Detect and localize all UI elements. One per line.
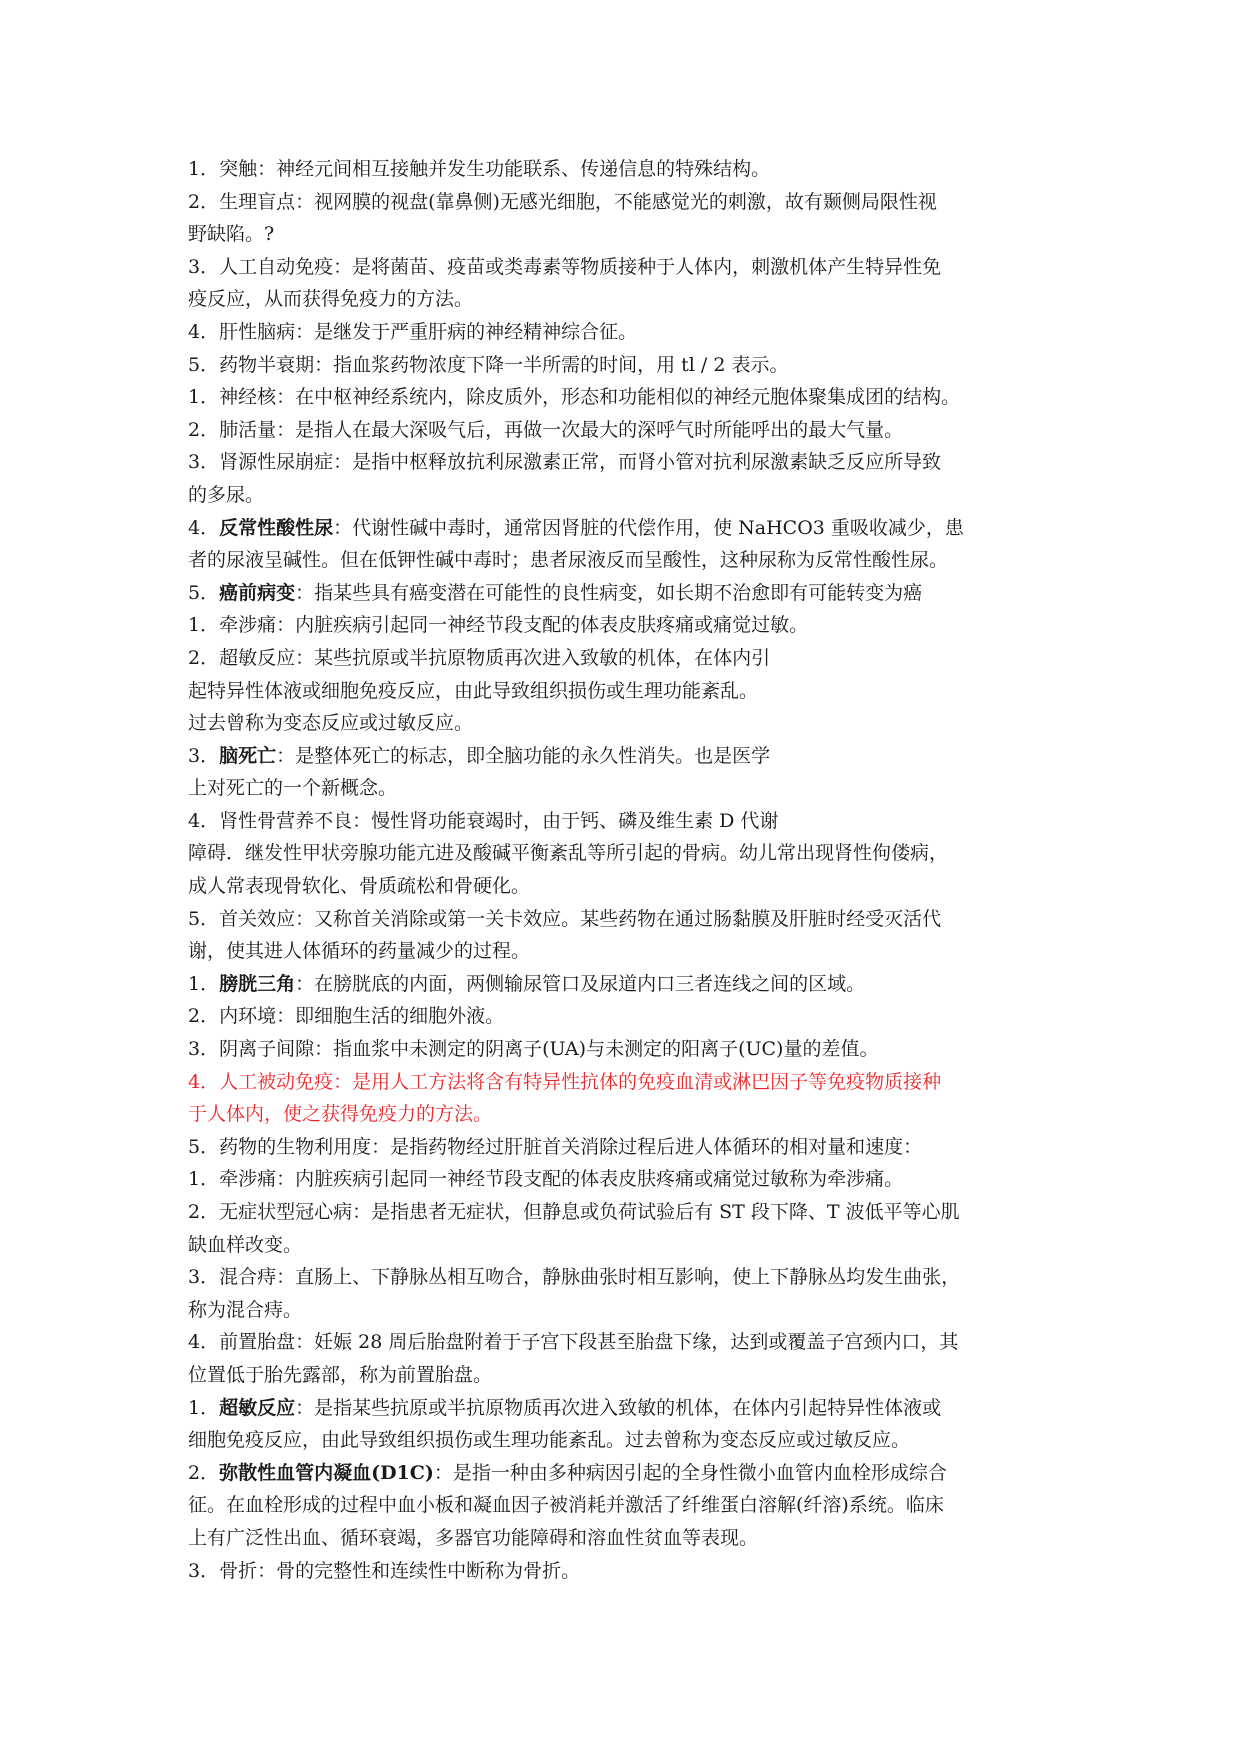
text-line bbox=[188, 381, 1068, 414]
text-line bbox=[188, 1066, 1068, 1099]
text-line bbox=[188, 675, 1068, 708]
text-line bbox=[188, 1522, 1068, 1555]
line-text: 4．前置胎盘：妊娠 28 周后胎盘附着于子宫下段甚至胎盘下缘，达到或覆盖子宫颈内口，其 bbox=[188, 1331, 959, 1354]
text-line bbox=[188, 251, 1068, 284]
line-text: 4．肝性脑病：是继发于严重肝病的神经精神综合征。 bbox=[188, 320, 638, 343]
text-line bbox=[188, 968, 1068, 1001]
line-text: 上对死亡的一个新概念。 bbox=[188, 777, 398, 800]
line-text: 5．药物半衰期：指血浆药物浓度下降一半所需的时间，用 tl / 2 表示。 bbox=[188, 353, 789, 376]
bold-term: 超敏反应 bbox=[219, 1396, 296, 1419]
text-line bbox=[188, 186, 1068, 219]
text-line bbox=[188, 1424, 1068, 1457]
text-line bbox=[188, 512, 1068, 545]
line-text: 2．无症状型冠心病：是指患者无症状，但静息或负荷试验后有 ST 段下降、T 波低平等心肌 bbox=[188, 1201, 960, 1223]
text-line bbox=[188, 414, 1068, 447]
text-line bbox=[188, 805, 1068, 838]
item-number: 3． bbox=[188, 744, 220, 767]
line-text: 3．阴离子间隙：指血浆中未测定的阴离子(UA)与未测定的阳离子(UC)量的差值。 bbox=[188, 1038, 879, 1061]
text-line bbox=[188, 1489, 1068, 1522]
line-text: 细胞免疫反应，由此导致组织损伤或生理功能紊乱。过去曾称为变态反应或过敏反应。 bbox=[188, 1429, 911, 1452]
line-text: 的多尿。 bbox=[188, 483, 265, 506]
line-text: 成人常表现骨软化、骨质疏松和骨硬化。 bbox=[188, 875, 531, 898]
text-line bbox=[188, 1261, 1068, 1294]
text-line bbox=[188, 283, 1068, 316]
text-line bbox=[188, 1196, 1068, 1229]
item-number: 4． bbox=[188, 516, 220, 539]
line-text: 3．骨折：骨的完整性和连续性中断称为骨折。 bbox=[188, 1559, 581, 1582]
text-line bbox=[188, 642, 1068, 675]
line-text: 者的尿液呈碱性。但在低钾性碱中毒时；患者尿液反而呈酸性，这种尿称为反常性酸性尿。 bbox=[188, 549, 949, 572]
bold-term: 脑死亡 bbox=[219, 744, 277, 767]
line-text: 位置低于胎先露部，称为前置胎盘。 bbox=[188, 1363, 493, 1386]
line-text: 于人体内，使之获得免疫力的方法。 bbox=[188, 1103, 493, 1126]
text-line bbox=[188, 1131, 1068, 1164]
text-line bbox=[188, 772, 1068, 805]
item-number: 1． bbox=[188, 1396, 220, 1419]
text-line bbox=[188, 707, 1068, 740]
document-body bbox=[188, 153, 1068, 1587]
text-line bbox=[188, 1033, 1068, 1066]
line-text: 起特异性体液或细胞免疫反应，由此导致组织损伤或生理功能紊乱。 bbox=[188, 679, 759, 702]
line-text: 上有广泛性出血、循环衰竭，多器官功能障碍和溶血性贫血等表现。 bbox=[188, 1526, 759, 1549]
text-line bbox=[188, 544, 1068, 577]
line-text: 障碍．继发性甲状旁腺功能亢进及酸碱平衡紊乱等所引起的骨病。幼儿常出现肾性佝偻病， bbox=[188, 842, 949, 865]
bold-term: 反常性酸性尿 bbox=[219, 516, 334, 539]
text-line bbox=[188, 1555, 1068, 1588]
line-text: 野缺陷。? bbox=[188, 223, 275, 246]
line-text: 1．突触：神经元间相互接触并发生功能联系、传递信息的特殊结构。 bbox=[188, 158, 771, 180]
bold-term: 膀胱三角 bbox=[219, 972, 296, 995]
item-number: 2． bbox=[188, 1461, 220, 1484]
text-line bbox=[188, 870, 1068, 903]
text-line bbox=[188, 740, 1068, 773]
text-line bbox=[188, 1163, 1068, 1196]
text-line bbox=[188, 1392, 1068, 1425]
line-text: 疫反应，从而获得免疫力的方法。 bbox=[188, 288, 474, 311]
text-line bbox=[188, 1229, 1068, 1262]
line-text: ：指某些具有癌变潜在可能性的良性病变，如长期不治愈即有可能转变为癌 bbox=[295, 581, 923, 604]
line-text: 4．人工被动免疫：是用人工方法将含有特异性抗体的免疫血清或淋巴因子等免疫物质接种 bbox=[188, 1070, 942, 1093]
text-line bbox=[188, 1457, 1068, 1490]
line-text: 5．药物的生物利用度：是指药物经过肝脏首关消除过程后进人体循环的相对量和速度： bbox=[188, 1135, 923, 1158]
text-line bbox=[188, 218, 1068, 251]
text-line bbox=[188, 1294, 1068, 1327]
line-text: ：是指某些抗原或半抗原物质再次进入致敏的机体，在体内引起特异性体液或 bbox=[295, 1396, 942, 1419]
line-text: 4．肾性骨营养不良：慢性肾功能衰竭时，由于钙、磷及维生素 D 代谢 bbox=[188, 809, 779, 832]
line-text: 5．首关效应：又称首关消除或第一关卡效应。某些药物在通过肠黏膜及肝脏时经受灭活代 bbox=[188, 907, 942, 930]
text-line bbox=[188, 1000, 1068, 1033]
line-text: 征。在血栓形成的过程中血小板和凝血因子被消耗并激活了纤维蛋白溶解(纤溶)系统。临床 bbox=[188, 1494, 944, 1517]
bold-term: 弥散性血管内凝血(D1C) bbox=[219, 1461, 434, 1484]
text-line bbox=[188, 609, 1068, 642]
line-text: 1．牵涉痛：内脏疾病引起同一神经节段支配的体表皮肤疼痛或痛觉过敏。 bbox=[188, 614, 809, 637]
line-text: 2．肺活量：是指人在最大深吸气后，再做一次最大的深呼气时所能呼出的最大气量。 bbox=[188, 418, 904, 441]
line-text: 3．混合痔：直肠上、下静脉丛相互吻合，静脉曲张时相互影响，使上下静脉丛均发生曲张， bbox=[188, 1266, 961, 1289]
line-text: 3．肾源性尿崩症：是指中枢释放抗利尿激素正常，而肾小管对抗利尿激素缺乏反应所导致 bbox=[188, 451, 942, 474]
line-text: 1．牵涉痛：内脏疾病引起同一神经节段支配的体表皮肤疼痛或痛觉过敏称为牵涉痛。 bbox=[188, 1168, 904, 1191]
line-text: 谢，使其进人体循环的药量减少的过程。 bbox=[188, 940, 531, 963]
text-line bbox=[188, 349, 1068, 382]
text-line bbox=[188, 1359, 1068, 1392]
line-text: 2．内环境：即细胞生活的细胞外液。 bbox=[188, 1005, 505, 1028]
line-text: 1．神经核：在中枢神经系统内，除皮质外，形态和功能相似的神经元胞体聚集成团的结构。 bbox=[188, 386, 961, 409]
line-text: 3．人工自动免疫：是将菌苗、疫苗或类毒素等物质接种于人体内，刺激机体产生特异性免 bbox=[188, 255, 942, 278]
text-line bbox=[188, 1326, 1068, 1359]
item-number: 5． bbox=[188, 581, 220, 604]
text-line bbox=[188, 1098, 1068, 1131]
line-text: ：是整体死亡的标志，即全脑功能的永久性消失。也是医学 bbox=[276, 744, 771, 767]
text-line bbox=[188, 479, 1068, 512]
text-line bbox=[188, 153, 1068, 186]
text-line bbox=[188, 446, 1068, 479]
line-text: 2．生理盲点：视网膜的视盘(靠鼻侧)无感光细胞，不能感觉光的刺激，故有颞侧局限性视 bbox=[188, 190, 937, 213]
text-line bbox=[188, 935, 1068, 968]
item-number: 1． bbox=[188, 972, 220, 995]
text-line bbox=[188, 903, 1068, 936]
line-text: 过去曾称为变态反应或过敏反应。 bbox=[188, 712, 474, 735]
bold-term: 癌前病变 bbox=[219, 581, 296, 604]
line-text: ：是指一种由多种病因引起的全身性微小血管内血栓形成综合 bbox=[433, 1461, 947, 1484]
text-line bbox=[188, 316, 1068, 349]
line-text: ：代谢性碱中毒时，通常因肾脏的代偿作用，使 NaHCO3 重吸收减少，患 bbox=[333, 516, 964, 539]
line-text: 称为混合痔。 bbox=[188, 1298, 303, 1321]
line-text: 2．超敏反应：某些抗原或半抗原物质再次进入致敏的机体，在体内引 bbox=[188, 646, 771, 669]
text-line bbox=[188, 577, 1068, 610]
text-line bbox=[188, 837, 1068, 870]
line-text: ：在膀胱底的内面，两侧输尿管口及尿道内口三者连线之间的区域。 bbox=[295, 972, 866, 995]
line-text: 缺血样改变。 bbox=[188, 1233, 303, 1256]
